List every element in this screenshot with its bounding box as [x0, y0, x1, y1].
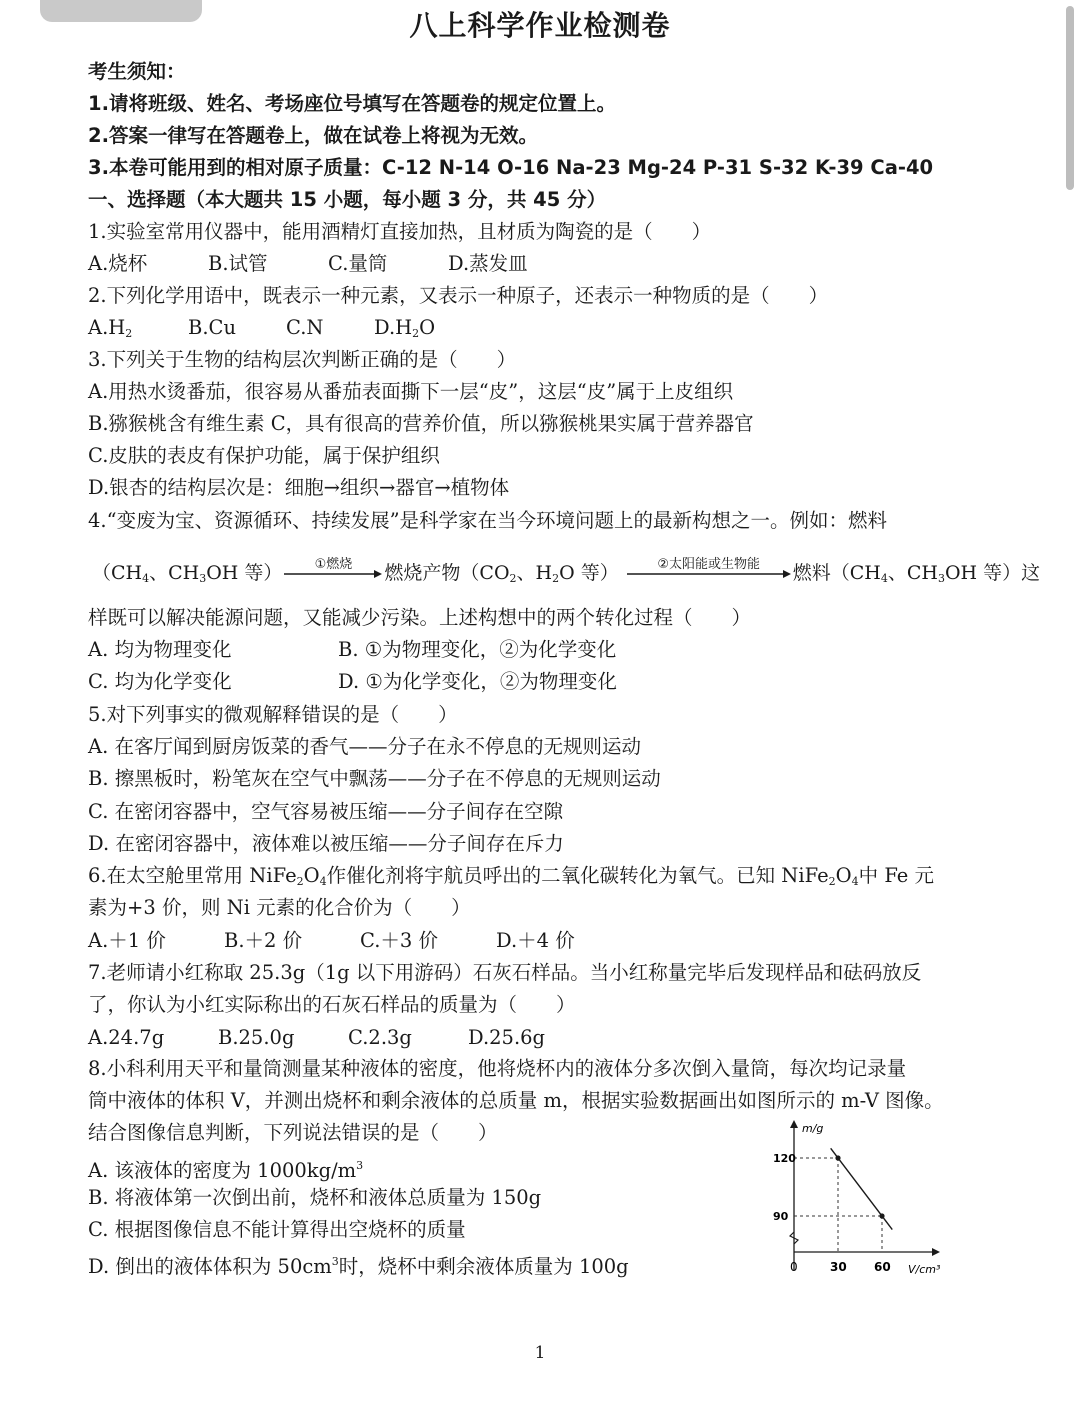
q4-option-c: C. 均为化学变化 — [88, 670, 232, 693]
notice-heading: 考生须知： — [88, 60, 186, 83]
q7-option-c: C.2.3g — [348, 1026, 412, 1049]
q1-option-a: A.烧杯 — [88, 252, 148, 275]
q8-option-c: C. 根据图像信息不能计算得出空烧杯的质量 — [88, 1218, 466, 1241]
page-number: 1 — [534, 1343, 546, 1363]
q7-option-a: A.24.7g — [88, 1026, 165, 1049]
q4-option-d: D. ①为化学变化，②为物理变化 — [338, 670, 617, 693]
q6-option-c: C.＋3 价 — [360, 929, 439, 952]
q4-fuel-1: （$CH_4$、$CH_3OH$ 等） — [92, 562, 283, 585]
section-heading: 一、选择题（本大题共 15 小题，每小题 3 分，共 45 分） — [88, 188, 607, 211]
q2-option-d: $D.H_2O$ — [374, 316, 436, 340]
q5-option-d: D. 在密闭容器中，液体难以被压缩——分子间存在斥力 — [88, 832, 564, 855]
q8-option-d: D. 倒出的液体体积为 $50cm^3$时，烧杯中剩余液体质量为 100g — [88, 1255, 629, 1278]
y-tick-1: 120 — [773, 1152, 796, 1165]
q7-option-d: D.25.6g — [468, 1026, 546, 1049]
q4-reaction-line — [92, 558, 1040, 588]
q4-option-b: B. ①为物理变化，②为化学变化 — [338, 638, 617, 661]
q7-line-2: 了，你认为小红实际称出的石灰石样品的质量为（ ） — [88, 993, 576, 1016]
q2-option-c: C.N — [286, 316, 324, 339]
q6-option-a: A.＋1 价 — [88, 929, 166, 952]
data-point-1 — [879, 1213, 884, 1218]
q3-stem: 3.下列关于生物的结构层次判断正确的是（ ） — [88, 348, 517, 371]
data-point-0 — [835, 1155, 840, 1160]
q1-options — [88, 249, 528, 279]
q8-option-a: A. 该液体的密度为 $1000kg/m^3$ — [88, 1159, 364, 1182]
q5-stem: 5.对下列事实的微观解释错误的是（ ） — [88, 703, 458, 726]
notice-item-3: 3.本卷可能用到的相对原子质量：C-12 N-14 O-16 Na-23 Mg-24 P-31 S-32 K-39 Ca-40 — [88, 156, 934, 179]
q2-option-a: $A.H_2$ — [88, 316, 133, 340]
q4-options-cd — [88, 667, 617, 697]
x-axis-label: V/cm³ — [908, 1263, 941, 1276]
q4-options-ab — [88, 635, 616, 665]
q6-option-b: B.＋2 价 — [224, 929, 303, 952]
q8-line-3: 结合图像信息判断，下列说法错误的是（ ） — [88, 1121, 498, 1144]
x-axis-arrow — [932, 1248, 940, 1256]
q1-stem: 1.实验室常用仪器中，能用酒精灯直接加热，且材质为陶瓷的是（ ） — [88, 220, 712, 243]
q2-option-b: B.Cu — [188, 316, 237, 339]
q1-option-b: B.试管 — [208, 252, 268, 275]
page-title: 八上科学作业检测卷 — [409, 9, 671, 42]
y-tick-0: 90 — [773, 1210, 789, 1223]
q7-option-b: B.25.0g — [218, 1026, 295, 1049]
x-tick-0: 0 — [790, 1260, 798, 1274]
q1-option-d: D.蒸发皿 — [448, 252, 528, 275]
q8-line-2: 筒中液体的体积 V，并测出烧杯和剩余液体的总质量 m，根据实验数据画出如图所示的 m-V 图像。 — [88, 1089, 944, 1112]
q4-product: 燃烧产物（$CO_2$、$H_2O$ 等） — [384, 562, 619, 585]
q3-option-d: D.银杏的结构层次是：细胞→组织→器官→植物体 — [88, 476, 510, 499]
q4-arrow-2: ②太阳能或生物能 — [627, 568, 791, 580]
x-tick-1: 30 — [830, 1260, 847, 1274]
q6-line-2: 素为+3 价，则 Ni 元素的化合价为（ ） — [88, 896, 471, 919]
q3-option-b: B.猕猴桃含有维生素 C，具有很高的营养价值，所以猕猴桃果实属于营养器官 — [88, 412, 754, 435]
q8-option-b: B. 将液体第一次倒出前，烧杯和液体总质量为 150g — [88, 1186, 542, 1209]
q6-option-d: D.＋4 价 — [496, 929, 575, 952]
q5-option-b: B. 擦黑板时，粉笔灰在空气中飘荡——分子在不停息的无规则运动 — [88, 767, 661, 790]
y-axis-label: m/g — [802, 1122, 824, 1135]
q8-line-1: 8.小科利用天平和量筒测量某种液体的密度，他将烧杯内的液体分多次倒入量筒，每次均记录量 — [88, 1057, 907, 1080]
mv-chart — [770, 1118, 950, 1288]
q5-option-c: C. 在密闭容器中，空气容易被压缩——分子间存在空隙 — [88, 800, 564, 823]
q4-line-3: 样既可以解决能源问题，又能减少污染。上述构想中的两个转化过程（ ） — [88, 606, 752, 629]
q2-stem: 2.下列化学用语中，既表示一种元素，又表示一种原子，还表示一种物质的是（ ） — [88, 284, 829, 307]
notice-item-1: 1.请将班级、姓名、考场座位号填写在答题卷的规定位置上。 — [88, 92, 616, 115]
q4-fuel-2: 燃料（$CH_4$、$CH_3OH$ 等）这 — [792, 562, 1041, 585]
q4-option-a: A. 均为物理变化 — [88, 638, 232, 661]
q2-options — [88, 313, 435, 343]
q3-option-a: A.用热水烫番茄，很容易从番茄表面撕下一层“皮”，这层“皮”属于上皮组织 — [88, 380, 734, 403]
q5-option-a: A. 在客厅闻到厨房饭菜的香气——分子在永不停息的无规则运动 — [88, 735, 641, 758]
y-axis-arrow — [790, 1120, 798, 1128]
x-tick-2: 60 — [874, 1260, 891, 1274]
q6-options — [88, 926, 575, 956]
notice-item-2: 2.答案一律写在答题卷上，做在试卷上将视为无效。 — [88, 124, 538, 147]
q7-line-1: 7.老师请小红称取 25.3g（1g 以下用游码）石灰石样品。当小红称量完毕后发现样品和砝码放反 — [88, 961, 922, 984]
q3-option-c: C.皮肤的表皮有保护功能，属于保护组织 — [88, 444, 440, 467]
q4-arrow-1: ①燃烧 — [284, 568, 382, 580]
q1-option-c: C.量筒 — [328, 252, 388, 275]
q4-stem: 4.“变废为宝、资源循环、持续发展”是科学家在当今环境问题上的最新构想之一。例如：燃料 — [88, 509, 888, 532]
q7-options — [88, 1023, 545, 1053]
q6-line-1: 6.在太空舱里常用 $NiFe_2O_4$作催化剂将宇航员呼出的二氧化碳转化为氧气。已知 $NiFe_2O_4$中 Fe 元 — [88, 864, 935, 888]
